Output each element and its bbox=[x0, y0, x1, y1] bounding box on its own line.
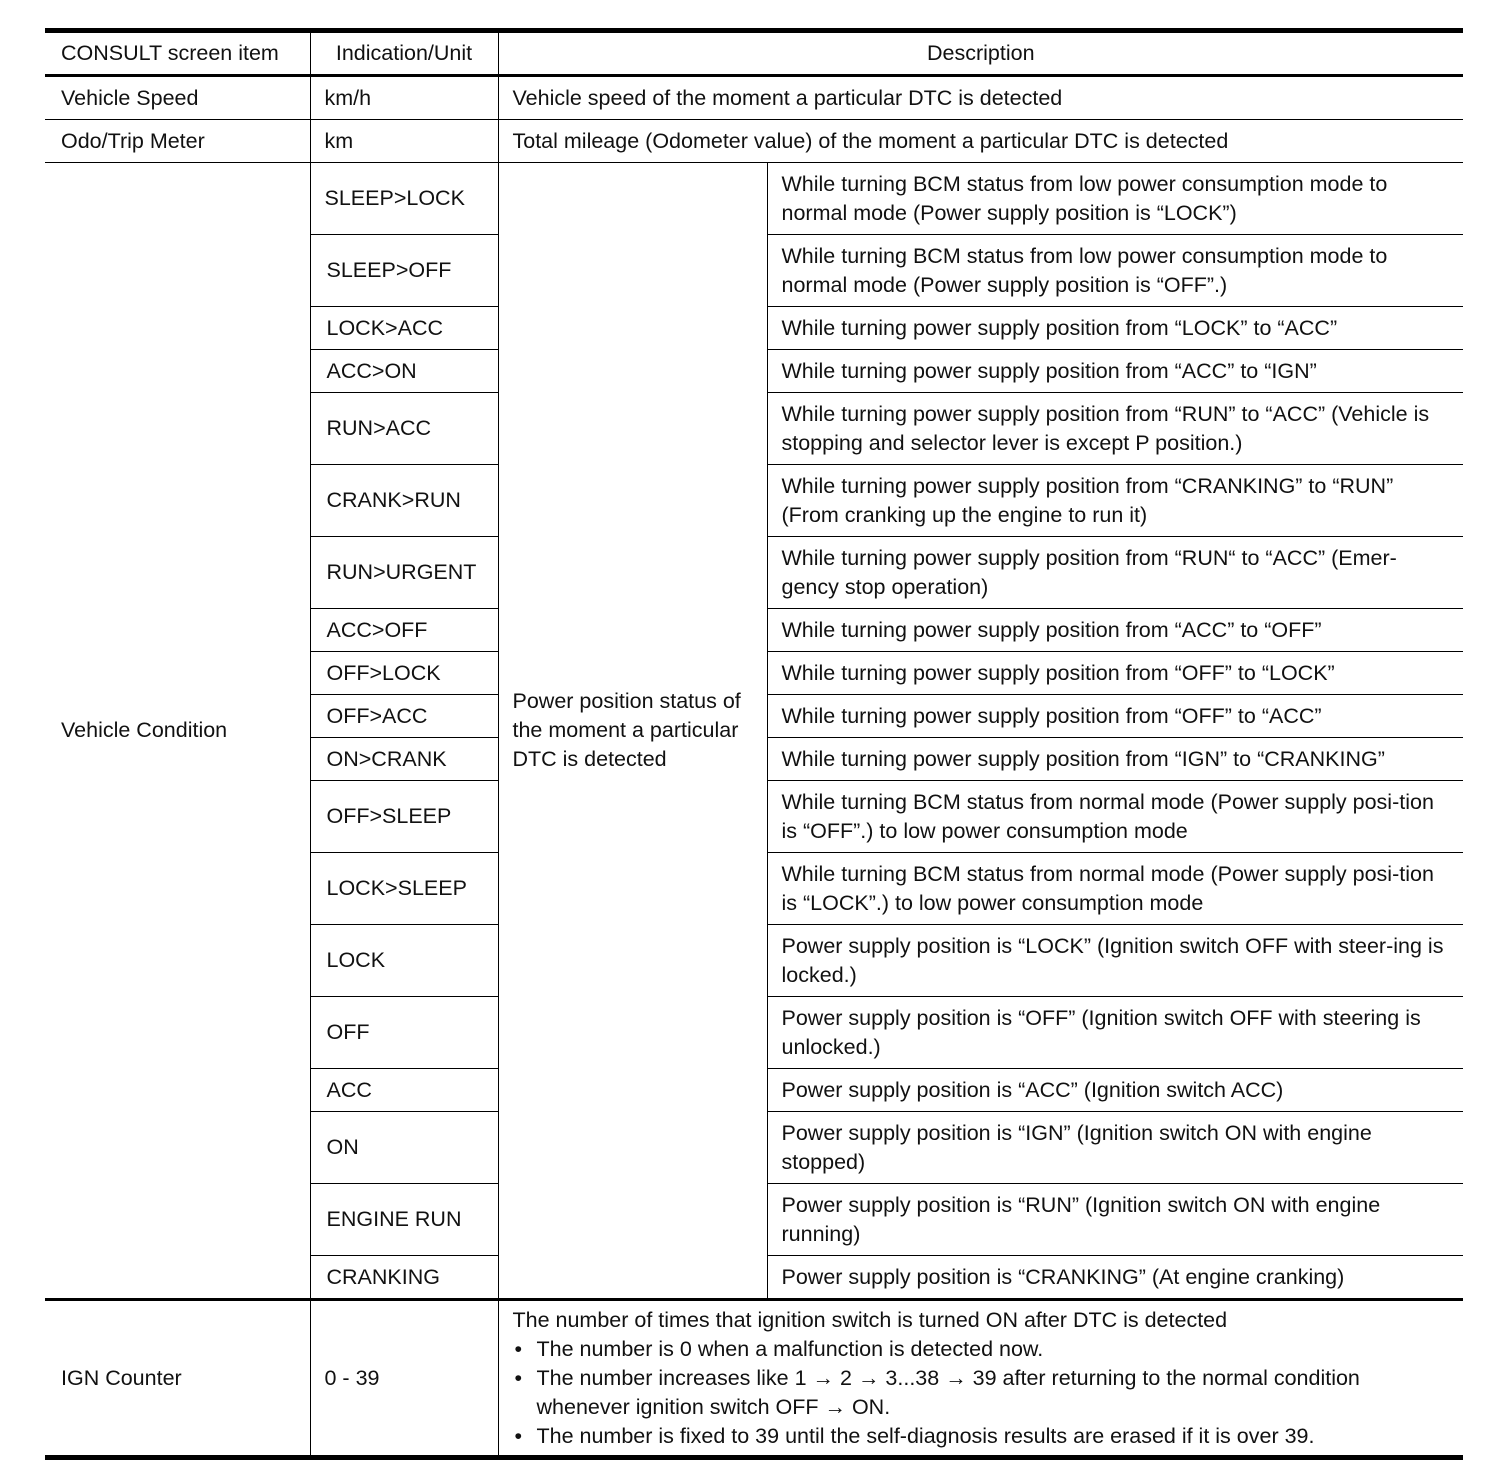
table-row bbox=[45, 163, 1463, 235]
unit-cell: RUN>URGENT bbox=[310, 537, 498, 609]
ign-description-heading: The number of times that ignition switch is turned ON after DTC is detected bbox=[512, 1307, 1228, 1332]
header-consult-item: CONSULT screen item bbox=[45, 31, 310, 76]
unit-cell: SLEEP>LOCK bbox=[310, 163, 498, 235]
description-cell: While turning power supply position from “ACC” to “IGN” bbox=[767, 350, 1463, 393]
unit-cell: OFF>ACC bbox=[310, 695, 498, 738]
unit-cell: OFF>LOCK bbox=[310, 652, 498, 695]
table-row bbox=[45, 120, 1463, 163]
description-cell: Power supply position is “CRANKING” (At engine cranking) bbox=[767, 1256, 1463, 1300]
description-cell: Total mileage (Odometer value) of the moment a particular DTC is detected bbox=[498, 120, 1463, 163]
description-cell: While turning power supply position from “RUN“ to “ACC” (Emer-gency stop operation) bbox=[767, 537, 1463, 609]
item-cell-vehicle-condition: Vehicle Condition bbox=[45, 163, 310, 1300]
unit-cell: 0 - 39 bbox=[310, 1300, 498, 1458]
unit-cell: OFF>SLEEP bbox=[310, 781, 498, 853]
list-item: • The number is fixed to 39 until the self-diagnosis results are erased if it is over 39. bbox=[513, 1422, 1450, 1451]
unit-cell: CRANK>RUN bbox=[310, 465, 498, 537]
header-description: Description bbox=[498, 31, 1463, 76]
ign-bullet-list bbox=[513, 1335, 1450, 1451]
description-cell: While turning BCM status from low power consumption mode to normal mode (Power supply position is “LOCK”) bbox=[767, 163, 1463, 235]
item-cell: IGN Counter bbox=[45, 1300, 310, 1458]
unit-cell: OFF bbox=[310, 997, 498, 1069]
vehicle-condition-summary: Power position status of the moment a particular DTC is detected bbox=[498, 163, 767, 1300]
unit-cell: LOCK bbox=[310, 925, 498, 997]
description-cell: While turning power supply position from “RUN” to “ACC” (Vehicle is stopping and selector lever is except P position.) bbox=[767, 393, 1463, 465]
unit-cell: CRANKING bbox=[310, 1256, 498, 1300]
unit-cell: SLEEP>OFF bbox=[310, 235, 498, 307]
description-cell: While turning BCM status from normal mode (Power supply posi-tion is “OFF”.) to low power consumption mode bbox=[767, 781, 1463, 853]
description-cell: While turning power supply position from “OFF” to “ACC” bbox=[767, 695, 1463, 738]
description-cell bbox=[498, 1300, 1463, 1458]
description-cell: Power supply position is “ACC” (Ignition switch ACC) bbox=[767, 1069, 1463, 1112]
table-header-row bbox=[45, 31, 1463, 76]
unit-cell: LOCK>SLEEP bbox=[310, 853, 498, 925]
description-cell: While turning power supply position from “OFF” to “LOCK” bbox=[767, 652, 1463, 695]
unit-cell: ON>CRANK bbox=[310, 738, 498, 781]
consult-item-table bbox=[45, 28, 1463, 1460]
unit-cell: ENGINE RUN bbox=[310, 1184, 498, 1256]
unit-cell: ACC>OFF bbox=[310, 609, 498, 652]
list-item: • The number is 0 when a malfunction is detected now. bbox=[513, 1335, 1450, 1364]
description-cell: Power supply position is “LOCK” (Ignition switch OFF with steer-ing is locked.) bbox=[767, 925, 1463, 997]
description-cell: While turning power supply position from “LOCK” to “ACC” bbox=[767, 307, 1463, 350]
list-item: • The number increases like 1 → 2 → 3...38 → 39 after returning to the normal condition whenever ignition switch OFF → ON. bbox=[513, 1364, 1450, 1422]
description-cell: Power supply position is “OFF” (Ignition switch OFF with steering is unlocked.) bbox=[767, 997, 1463, 1069]
description-cell: While turning BCM status from low power consumption mode to normal mode (Power supply position is “OFF”.) bbox=[767, 235, 1463, 307]
item-cell: Odo/Trip Meter bbox=[45, 120, 310, 163]
unit-cell: km/h bbox=[310, 76, 498, 120]
table-row-ign-counter bbox=[45, 1300, 1463, 1458]
item-cell: Vehicle Speed bbox=[45, 76, 310, 120]
table-row bbox=[45, 76, 1463, 120]
description-cell: Vehicle speed of the moment a particular DTC is detected bbox=[498, 76, 1463, 120]
description-cell: While turning power supply position from “CRANKING” to “RUN” (From cranking up the engine to run it) bbox=[767, 465, 1463, 537]
unit-cell: ON bbox=[310, 1112, 498, 1184]
description-cell: Power supply position is “RUN” (Ignition switch ON with engine running) bbox=[767, 1184, 1463, 1256]
unit-cell: RUN>ACC bbox=[310, 393, 498, 465]
unit-cell: ACC bbox=[310, 1069, 498, 1112]
description-cell: While turning BCM status from normal mode (Power supply posi-tion is “LOCK”.) to low power consumption mode bbox=[767, 853, 1463, 925]
unit-cell: ACC>ON bbox=[310, 350, 498, 393]
description-cell: Power supply position is “IGN” (Ignition switch ON with engine stopped) bbox=[767, 1112, 1463, 1184]
header-indication-unit: Indication/Unit bbox=[310, 31, 498, 76]
unit-cell: km bbox=[310, 120, 498, 163]
description-cell: While turning power supply position from “IGN” to “CRANKING” bbox=[767, 738, 1463, 781]
description-cell: While turning power supply position from “ACC” to “OFF” bbox=[767, 609, 1463, 652]
unit-cell: LOCK>ACC bbox=[310, 307, 498, 350]
